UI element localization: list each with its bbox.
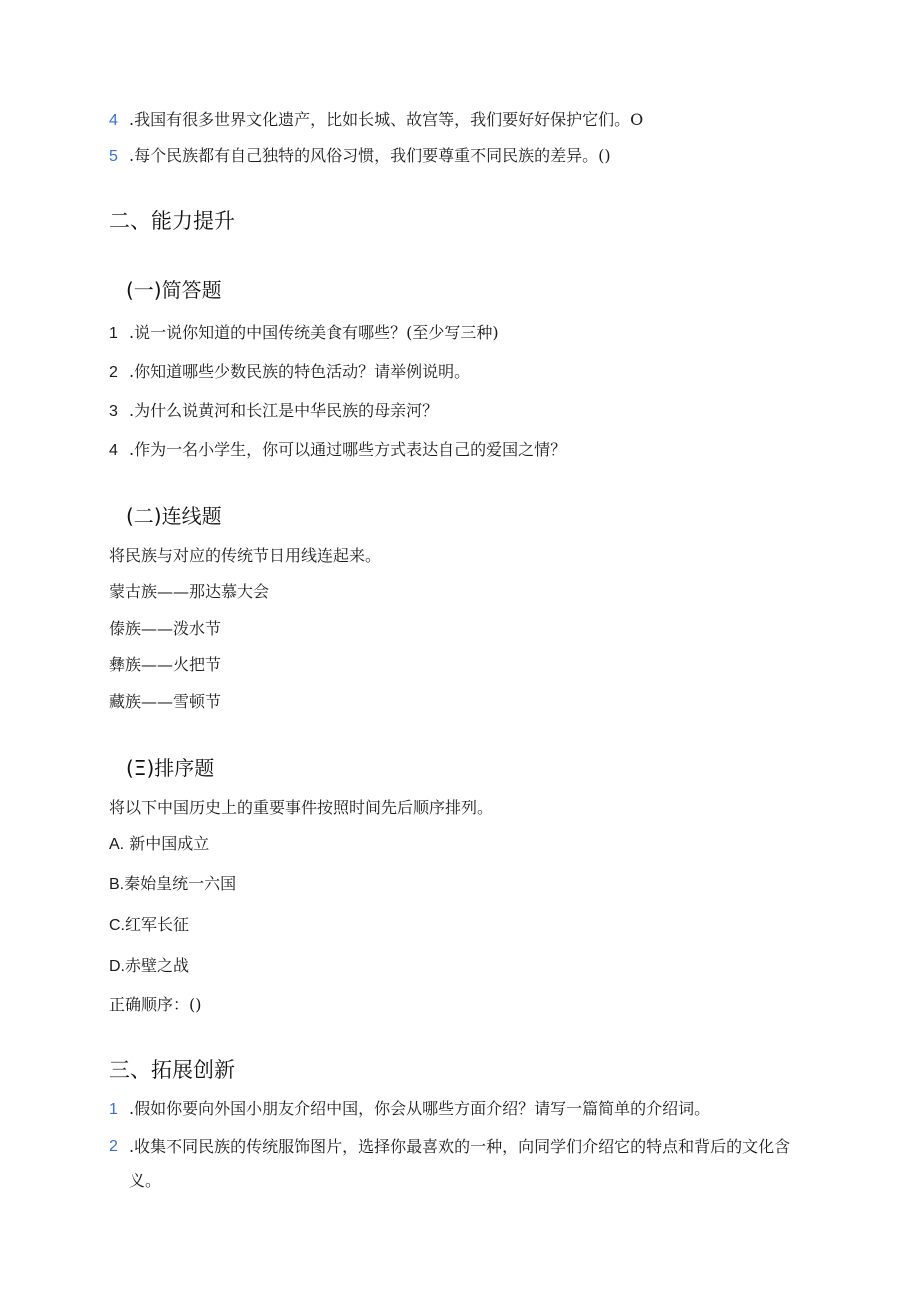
item-text: .收集不同民族的传统服饰图片，选择你最喜欢的一种，向同学们介绍它的特点和背后的文化含义。 xyxy=(129,1137,791,1190)
item-text: .为什么说黄河和长江是中华民族的母亲河？ xyxy=(129,401,439,420)
item-number: 5 xyxy=(109,148,118,165)
ordering-option-b xyxy=(109,873,236,896)
item-number: 4 xyxy=(109,442,118,459)
item-number: 1 xyxy=(109,1101,118,1118)
item-text: .我国有很多世界文化遗产，比如长城、故宫等，我们要好好保护它们。O xyxy=(129,110,644,129)
item-text: .作为一名小学生，你可以通过哪些方式表达自己的爱国之情？ xyxy=(129,440,567,459)
item-number: 3 xyxy=(109,403,118,420)
subheading-ordering: (Ξ)排序题 xyxy=(126,756,215,780)
ordering-option-a xyxy=(109,833,209,856)
matching-pair: 蒙古族——那达慕大会 xyxy=(109,582,270,601)
item-number: 1 xyxy=(109,325,118,342)
option-text: 新中国成立 xyxy=(129,834,210,853)
ordering-answer-label: 正确顺序：() xyxy=(109,995,202,1014)
extension-item-1 xyxy=(109,1098,820,1121)
short-answer-item-2 xyxy=(109,361,820,384)
matching-pair: 藏族——雪顿节 xyxy=(109,692,222,711)
matching-pair: 傣族——泼水节 xyxy=(109,619,222,638)
extension-item-2 xyxy=(109,1130,809,1198)
option-text: 红军长征 xyxy=(125,915,190,934)
short-answer-item-4 xyxy=(109,439,820,462)
item-number: 2 xyxy=(109,1138,118,1155)
ordering-instruction: 将以下中国历史上的重要事件按照时间先后顺序排列。 xyxy=(109,798,494,817)
option-text: 秦始皇统一六国 xyxy=(124,874,237,893)
subheading-short-answer: (一)简答题 xyxy=(126,278,222,302)
item-text: .你知道哪些少数民族的特色活动？请举例说明。 xyxy=(129,362,471,381)
option-text: 赤壁之战 xyxy=(125,956,190,975)
section-heading-extension: 三、拓展创新 xyxy=(109,1058,235,1082)
item-number: 4 xyxy=(109,112,118,129)
short-answer-item-1 xyxy=(109,322,820,345)
subheading-matching: (二)连线题 xyxy=(126,504,222,528)
short-answer-item-3 xyxy=(109,400,820,423)
item-text: .假如你要向外国小朋友介绍中国，你会从哪些方面介绍？请写一篇简单的介绍词。 xyxy=(129,1099,711,1118)
matching-pair: 彝族——火把节 xyxy=(109,655,222,674)
item-text: .每个民族都有自己独特的风俗习惯，我们要尊重不同民族的差异。() xyxy=(129,146,611,165)
option-letter: A. xyxy=(109,836,125,853)
item-number: 2 xyxy=(109,364,118,381)
matching-instruction: 将民族与对应的传统节日用线连起来。 xyxy=(109,546,382,565)
judgement-item-5 xyxy=(109,145,820,168)
item-text: .说一说你知道的中国传统美食有哪些？(至少写三种) xyxy=(129,323,499,342)
ordering-option-d xyxy=(109,955,189,978)
option-letter: C. xyxy=(109,917,125,934)
section-heading-ability: 二、能力提升 xyxy=(109,209,235,233)
option-letter: D. xyxy=(109,958,125,975)
ordering-option-c xyxy=(109,914,189,937)
judgement-item-4 xyxy=(109,109,820,132)
option-letter: B. xyxy=(109,876,125,893)
